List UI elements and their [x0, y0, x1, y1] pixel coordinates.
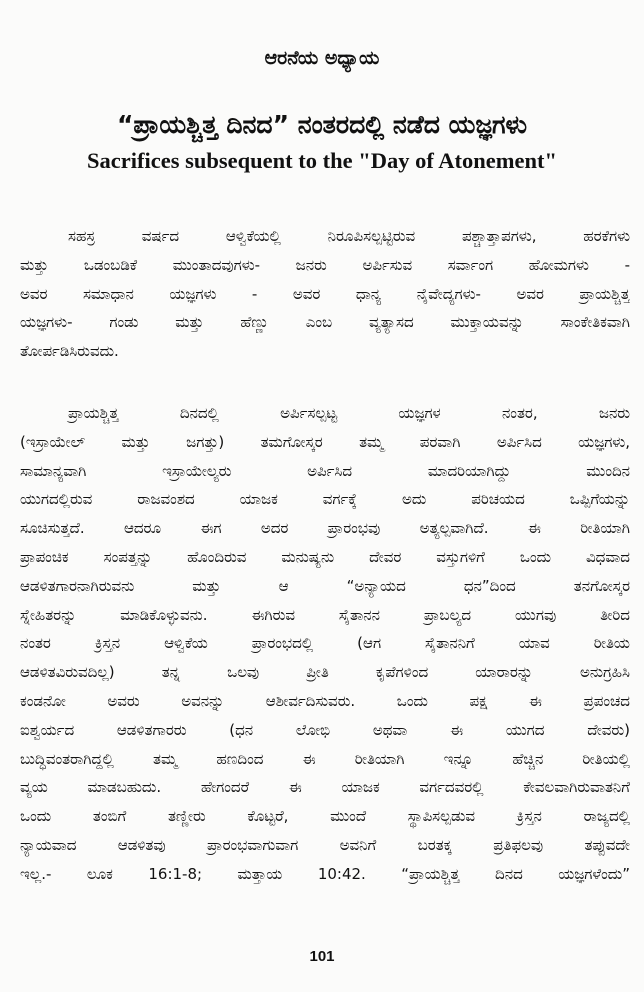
text-line: ಸಹಸ್ರ ವರ್ಷದ ಆಳ್ವಿಕೆಯಲ್ಲಿ ನಿರೂಪಿಸಲ್ಪಟ್ಟಿರುವ ಪಶ್ಚಾತ್ತಾಪಗಳು, ಹರಕೆಗಳು	[68, 227, 630, 245]
text-line: ಇಲ್ಲ.- ಲೂಕ 16:1-8; ಮತ್ತಾಯ 10:42. “ಪ್ರಾಯಶ್ಚಿತ್ತ ದಿನದ ಯಜ್ಞಗಳೆಂದು”	[20, 864, 630, 883]
page-number: 101	[309, 948, 335, 965]
chapter-title-english: Sacrifices subsequent to the "Day of Atonement"	[87, 148, 557, 173]
text-line: ಯುಗದಲ್ಲಿರುವ ರಾಜವಂಶದ ಯಾಜಕ ವರ್ಗಕ್ಕೆ ಅದು ಪರಿಚಯದ ಒಪ್ಪಿಗೆಯನ್ನು	[20, 490, 630, 509]
text-line: ಐಶ್ವರ್ಯದ ಆಡಳಿತಗಾರರು (ಧನ ಲೋಭಿ ಅಥವಾ ಈ ಯುಗದ ದೇವರು)	[20, 720, 630, 739]
text-line: ಒಂದು ತಂಬಿಗೆ ತಣ್ಣೀರು ಕೊಟ್ಟರೆ, ಮುಂದೆ ಸ್ಥಾಪಿಸಲ್ಪಡುವ ಕ್ರಿಸ್ತನ ರಾಜ್ಯದಲ್ಲಿ	[20, 807, 630, 826]
text-line: ಸ್ನೇಹಿತರನ್ನು ಮಾಡಿಕೊಳ್ಳುವನು. ಈಗಿರುವ ಸೈತಾನನ ಪ್ರಾಬಲ್ಯದ ಯುಗವು ತೀರಿದ	[20, 605, 630, 624]
text-line: ಕಂಡನೋ ಅವರು ಅವನನ್ನು ಆಶೀರ್ವದಿಸುವರು. ಒಂದು ಪಕ್ಷ ಈ ಪ್ರಪಂಚದ	[20, 691, 630, 710]
text-line: ಯಜ್ಞಗಳು- ಗಂಡು ಮತ್ತು ಹೆಣ್ಣು ಎಂಬ ವ್ಯತ್ಯಾಸದ ಮುಕ್ತಾಯವನ್ನು ಸಾಂಕೇತಿಕವಾಗಿ	[20, 313, 630, 332]
text-line: ಸಾಮಾನ್ಯವಾಗಿ ಇಸ್ರಾಯೇಲ್ಯರು ಅರ್ಪಿಸಿದ ಮಾದರಿಯಾಗಿದ್ದು ಮುಂದಿನ	[20, 461, 630, 480]
paragraph-1	[20, 222, 630, 366]
text-line: ನಂತರ ಕ್ರಿಸ್ತನ ಆಳ್ವಿಕೆಯ ಪ್ರಾರಂಭದಲ್ಲಿ (ಆಗ ಸೈತಾನನಿಗೆ ಯಾವ ರೀತಿಯ	[20, 634, 630, 653]
text-line: ಸೂಚಿಸುತ್ತದೆ. ಆದರೂ ಈಗ ಅದರ ಪ್ರಾರಂಭವು ಅತ್ಯಲ್ಪವಾಗಿದೆ. ಈ ರೀತಿಯಾಗಿ	[20, 519, 630, 538]
text-line: (ಇಸ್ರಾಯೇಲ್ ಮತ್ತು ಜಗತ್ತು) ತಮಗೋಸ್ಕರ ತಮ್ಮ ಪರವಾಗಿ ಅರ್ಪಿಸಿದ ಯಜ್ಞಗಳು,	[20, 432, 630, 451]
text-line: ಮತ್ತು ಒಡಂಬಡಿಕೆ ಮುಂತಾದವುಗಳು- ಜನರು ಅರ್ಪಿಸುವ ಸರ್ವಾಂಗ ಹೋಮಗಳು -	[20, 255, 630, 274]
text-line: ಅವರ ಸಮಾಧಾನ ಯಜ್ಞಗಳು - ಅವರ ಧಾನ್ಯ ನೈವೇದ್ಯಗಳು- ಅವರ ಪ್ರಾಯಶ್ಚಿತ್ತ	[20, 284, 630, 303]
text-line: ಆಡಳಿತವಿರುವದಿಲ್ಲ) ತನ್ನ ಒಲವು ಪ್ರೀತಿ ಕೃಪೆಗಳಿಂದ ಯಾರಾರನ್ನು ಅನುಗ್ರಹಿಸಿ	[20, 663, 630, 682]
chapter-label: ಆರನೆಯ ಅಧ್ಯಾಯ	[264, 47, 380, 69]
text-line: ಪ್ರಾಯಶ್ಚಿತ್ತ ದಿನದಲ್ಲಿ ಅರ್ಪಿಸಲ್ಪಟ್ಟ ಯಜ್ಞಗಳ ನಂತರ, ಜನರು	[68, 404, 630, 422]
text-line: ತೋರ್ಪಡಿಸಿರುವದು.	[20, 342, 119, 361]
text-line: ಪ್ರಾಪಂಚಿಕ ಸಂಪತ್ತನ್ನು ಹೊಂದಿರುವ ಮನುಷ್ಯನು ದೇವರ ವಸ್ತುಗಳಿಗೆ ಒಂದು ವಿಧವಾದ	[20, 547, 630, 566]
text-line: ಆಡಳಿತಗಾರನಾಗಿರುವನು ಮತ್ತು ಆ “ಅನ್ಯಾಯದ ಧನ”ದಿಂದ ತನಗೋಸ್ಕರ	[20, 576, 630, 595]
chapter-title-kannada: “ಪ್ರಾಯಶ್ಚಿತ್ತ ದಿನದ” ನಂತರದಲ್ಲಿ ನಡೆದ ಯಜ್ಞಗಳು	[116, 110, 528, 139]
text-line: ಬುದ್ಧಿವಂತರಾಗಿದ್ದಲ್ಲಿ ತಮ್ಮ ಹಣದಿಂದ ಈ ರೀತಿಯಾಗಿ ಇನ್ನೂ ಹೆಚ್ಚಿನ ರೀತಿಯಲ್ಲಿ	[20, 749, 630, 768]
text-line: ವ್ಯಯ ಮಾಡಬಹುದು. ಹೇಗಂದರೆ ಈ ಯಾಜಕ ವರ್ಗದವರಲ್ಲಿ ಕೇವಲವಾಗಿರುವಾತನಿಗೆ	[20, 778, 630, 797]
text-line: ನ್ಯಾಯವಾದ ಆಡಳಿತವು ಪ್ರಾರಂಭವಾಗುವಾಗ ಅವನಿಗೆ ಬರತಕ್ಕ ಪ್ರತಿಫಲವು ತಪ್ಪುವದೇ	[20, 835, 630, 854]
paragraph-2	[20, 399, 630, 889]
